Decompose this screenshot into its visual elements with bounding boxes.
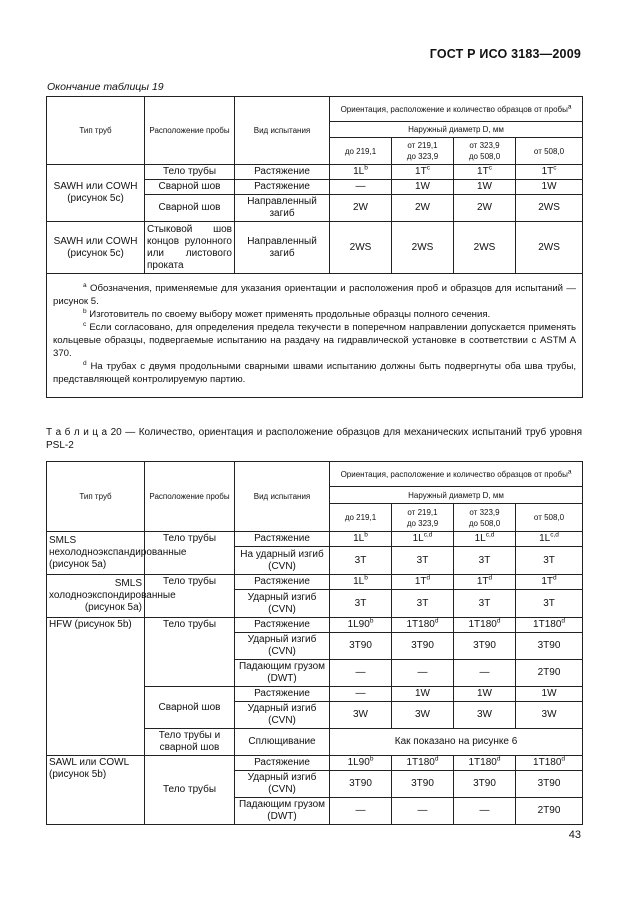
value-cell: 3W (516, 702, 583, 729)
header-diameter-group: Наружный диаметр D, мм (330, 487, 583, 504)
value-cell: — (330, 660, 392, 687)
test-cell: Растяжение (235, 575, 330, 590)
value-cell: 1T180$^d$ (516, 756, 583, 771)
header-d1: до 219,1 (330, 138, 392, 165)
value-cell: 1T180$^d$ (392, 618, 454, 633)
table-row (47, 618, 583, 633)
test-cell: Сплющивание (235, 729, 330, 756)
value-cell: 3T (454, 547, 516, 575)
value-cell: 2WS (330, 222, 392, 274)
table-20 (46, 461, 583, 825)
value-cell: $1T^c$ (392, 165, 454, 180)
header-d4: от 508,0 (516, 138, 583, 165)
header-test-type: Вид испытания (235, 462, 330, 532)
value-cell: $1L^b$ (330, 165, 392, 180)
header-location: Расположение пробы (145, 97, 235, 165)
value-cell: — (330, 180, 392, 195)
page-number: 43 (568, 829, 581, 841)
table-19-continuation-label: Окончание таблицы 19 (47, 81, 164, 93)
value-cell: $1T^d$ (516, 575, 583, 590)
value-cell: 3T90 (392, 633, 454, 660)
header-pipe-type: Тип труб (47, 97, 145, 165)
header-d1: до 219,1 (330, 504, 392, 532)
value-cell: 3T (330, 547, 392, 575)
value-cell: 1W (516, 687, 583, 702)
value-cell: 2WS (454, 222, 516, 274)
value-cell: $1L^{c,d}$ (454, 532, 516, 547)
test-cell: Ударный изгиб (CVN) (235, 590, 330, 618)
table-19 (46, 96, 583, 398)
pipe-type-cell: SAWL или COWL (рисунок 5b) (47, 756, 145, 825)
location-cell: Сварной шов (145, 180, 235, 195)
value-cell: — (392, 798, 454, 825)
test-cell: Падающим грузом (DWT) (235, 660, 330, 687)
value-cell: $1L^{c,d}$ (392, 532, 454, 547)
value-cell: 2T90 (516, 660, 583, 687)
value-cell: 1T180$^d$ (454, 618, 516, 633)
table-row (47, 756, 583, 771)
value-cell: 1W (454, 687, 516, 702)
location-cell: Сварной шов (145, 687, 235, 729)
value-cell: — (392, 660, 454, 687)
value-cell: 1W (516, 180, 583, 195)
value-cell: 3T (516, 590, 583, 618)
pipe-type-cell: SAWH или COWH (рисунок 5c) (47, 222, 145, 274)
note-d: $^d$ На трубах с двумя продольными сварными швами испытанию должны быть подвергнуты оба шва трубы, представляющей контролируемую партию. (53, 359, 577, 385)
table-row (47, 222, 583, 274)
value-cell: 1T180$^d$ (516, 618, 583, 633)
location-cell: Тело трубы (145, 532, 235, 575)
header-d2: от 219,1 до 323,9 (392, 504, 454, 532)
test-cell: Ударный изгиб (CVN) (235, 771, 330, 798)
value-cell: 3T90 (516, 771, 583, 798)
value-cell: $1T^d$ (392, 575, 454, 590)
value-cell: $1T^d$ (454, 575, 516, 590)
pipe-type-cell: SMLS холодноэкспондированные (рисунок 5a) (47, 575, 145, 618)
header-d3: от 323,9 до 508,0 (454, 138, 516, 165)
value-cell: 3T90 (330, 771, 392, 798)
location-cell: Стыковой шов концов рулонного или листового проката (145, 222, 235, 274)
test-cell: Растяжение (235, 756, 330, 771)
note-b: $^b$ Изготовитель по своему выбору может применять продольные образцы полного сечения. (83, 307, 491, 320)
header-d2: от 219,1 до 323,9 (392, 138, 454, 165)
value-cell: 3T90 (330, 633, 392, 660)
value-cell: $1L^b$ (330, 575, 392, 590)
header-orientation-group: Ориентация, расположение и количество образцов от пробы$^a$ (330, 97, 583, 122)
value-cell: 3T (454, 590, 516, 618)
value-cell: 2WS (516, 222, 583, 274)
header-d4: от 508,0 (516, 504, 583, 532)
value-cell: 3T (516, 547, 583, 575)
header-test-type: Вид испытания (235, 97, 330, 165)
table-row (47, 575, 583, 590)
location-cell: Тело трубы и сварной шов (145, 729, 235, 756)
value-cell: 3T90 (392, 771, 454, 798)
value-cell: 3T (330, 590, 392, 618)
value-cell: — (454, 660, 516, 687)
value-cell: — (454, 798, 516, 825)
header-location: Расположение пробы (145, 462, 235, 532)
note-a: $^a$ Обозначения, применяемые для указания ориентации и расположения проб и образцов для испытаний — рисунок 5. (53, 281, 577, 307)
location-cell: Тело трубы (145, 165, 235, 180)
value-cell: 3T (392, 547, 454, 575)
value-cell: 3W (330, 702, 392, 729)
value-cell: $1T^c$ (454, 165, 516, 180)
value-cell: 2WS (392, 222, 454, 274)
value-cell: 3W (392, 702, 454, 729)
pipe-type-cell: SMLS нехолоднoэкспандированные (рисунок 5a) (47, 532, 145, 575)
document-id: ГОСТ Р ИСО 3183—2009 (429, 47, 581, 61)
test-cell: Направленный загиб (235, 222, 330, 274)
value-cell: 3T90 (516, 633, 583, 660)
value-cell: 1T180$^d$ (454, 756, 516, 771)
value-cell: 2W (454, 195, 516, 222)
value-cell: 1L90$^b$ (330, 618, 392, 633)
note-c: $^c$ Если согласовано, для определения предела текучести в поперечном направлении допускается применять кольцевые образцы, подвергаемые испытанию на раздачу на гидравлической установке в соответствии с ASTM A 370. (53, 320, 577, 359)
table-row (47, 532, 583, 547)
test-cell: Растяжение (235, 165, 330, 180)
value-cell: 1T180$^d$ (392, 756, 454, 771)
value-cell: 1W (392, 180, 454, 195)
value-cell: 1W (454, 180, 516, 195)
value-cell: 3T (392, 590, 454, 618)
value-cell: 1W (392, 687, 454, 702)
value-cell: $1T^c$ (516, 165, 583, 180)
value-cell: 3T90 (454, 633, 516, 660)
test-cell: Ударный изгиб (CVN) (235, 702, 330, 729)
location-cell: Тело трубы (145, 618, 235, 687)
location-cell: Сварной шов (145, 195, 235, 222)
value-cell: 2T90 (516, 798, 583, 825)
pipe-type-cell: SAWH или COWH (рисунок 5c) (47, 165, 145, 222)
value-cell: — (330, 798, 392, 825)
location-cell: Тело трубы (145, 756, 235, 825)
header-orientation-group: Ориентация, расположение и количество образцов от пробы$^a$ (330, 462, 583, 487)
header-pipe-type: Тип труб (47, 462, 145, 532)
location-cell: Тело трубы (145, 575, 235, 618)
value-cell: 3T90 (454, 771, 516, 798)
value-cell: $1L^{c,d}$ (516, 532, 583, 547)
value-cell: — (330, 687, 392, 702)
table-20-caption: Т а б л и ц а 20 — Количество, ориентация и расположение образцов для механических испытаний труб уровня PSL-2 (46, 427, 582, 451)
test-cell: Растяжение (235, 687, 330, 702)
test-cell: Растяжение (235, 180, 330, 195)
value-cell: 2W (392, 195, 454, 222)
value-cell: 3W (454, 702, 516, 729)
test-cell: На ударный изгиб (CVN) (235, 547, 330, 575)
pipe-type-cell: HFW (рисунок 5b) (47, 618, 145, 756)
merged-value-cell: Как показано на рисунке 6 (330, 729, 583, 756)
value-cell: 2W (330, 195, 392, 222)
value-cell: 2WS (516, 195, 583, 222)
value-cell: $1L^b$ (330, 532, 392, 547)
test-cell: Ударный изгиб (CVN) (235, 633, 330, 660)
test-cell: Направленный загиб (235, 195, 330, 222)
value-cell: 1L90$^b$ (330, 756, 392, 771)
test-cell: Растяжение (235, 532, 330, 547)
test-cell: Растяжение (235, 618, 330, 633)
table-notes (47, 274, 583, 398)
table-row (47, 165, 583, 180)
header-diameter-group: Наружный диаметр D, мм (330, 122, 583, 138)
notes-row (47, 274, 583, 398)
test-cell: Падающим грузом (DWT) (235, 798, 330, 825)
header-d3: от 323,9 до 508,0 (454, 504, 516, 532)
